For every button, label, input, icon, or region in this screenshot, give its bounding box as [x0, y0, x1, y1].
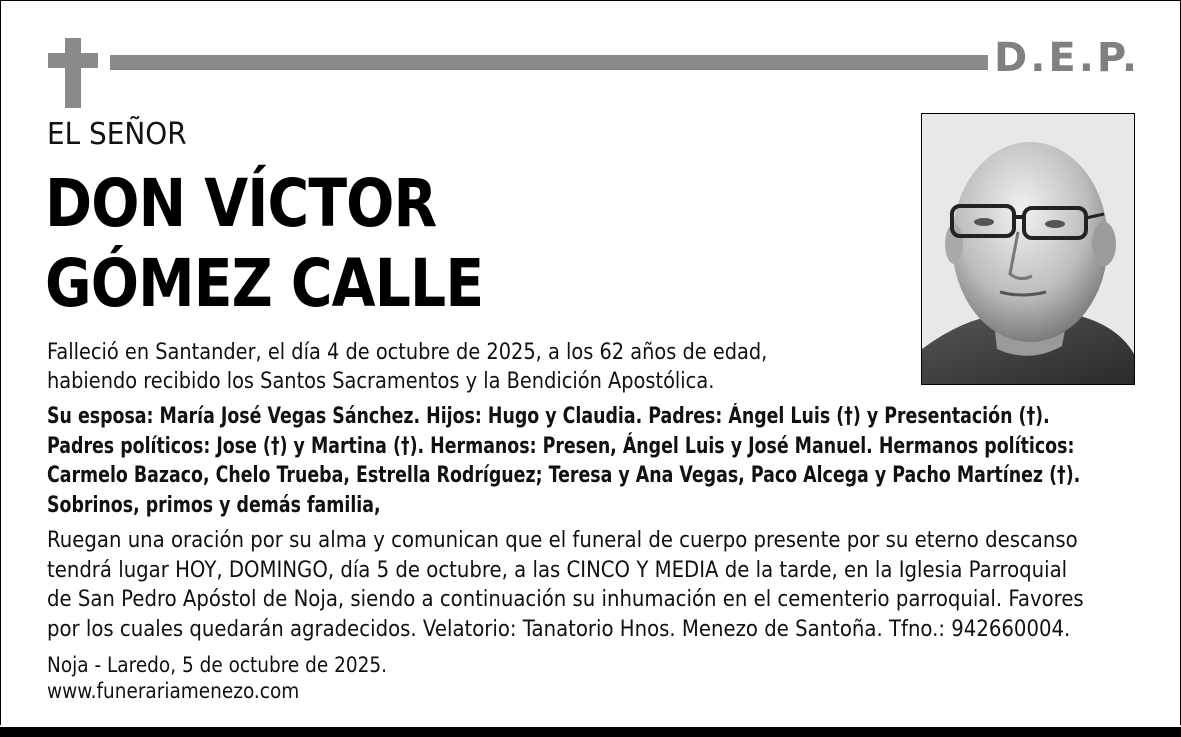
deceased-name-line-2: GÓMEZ CALLE: [45, 245, 484, 322]
funeral-details: [47, 526, 1084, 644]
family-line: Padres políticos: Jose (†) y Martina (†). Hermanos: Presen, Ángel Luis y José Manuel. Hermanos políticos:: [47, 433, 1075, 459]
deceased-name-line-1: DON VÍCTOR: [45, 165, 437, 242]
death-notice-line: Falleció en Santander, el día 4 de octubre de 2025, a los 62 años de edad,: [47, 340, 768, 365]
cross-icon: [48, 38, 98, 108]
family-line: Carmelo Bazaco, Chelo Trueba, Estrella Rodríguez; Teresa y Ana Vegas, Paco Alcega y Pacho Martínez (†).: [47, 463, 1081, 488]
portrait-photo: [921, 113, 1135, 385]
honorific: EL SEÑOR: [47, 117, 187, 152]
website-link[interactable]: www.funerariamenezo.com: [47, 679, 300, 703]
family-line: Su esposa: María José Vegas Sánchez. Hijos: Hugo y Claudia. Padres: Ángel Luis (†) y Presentación (†).: [47, 404, 1050, 429]
family-line: Sobrinos, primos y demás familia,: [47, 492, 381, 518]
dep-heading: D.E.P.: [994, 35, 1141, 81]
funeral-line: Ruegan una oración por su alma y comunican que el funeral de cuerpo presente por su eterno descanso: [47, 528, 1078, 553]
family-list: [47, 402, 1080, 520]
funeral-line: de San Pedro Apóstol de Noja, siendo a continuación su inhumación en el cementerio parroquial. Favores: [47, 587, 1084, 612]
bottom-rule: [0, 727, 1181, 737]
place-date: Noja - Laredo, 5 de octubre de 2025.: [47, 653, 388, 677]
funeral-line: por los cuales quedarán agradecidos. Velatorio: Tanatorio Hnos. Menezo de Santoña. Tfno.: 942660004.: [47, 616, 1071, 642]
death-notice-line: habiendo recibido los Santos Sacramentos y la Bendición Apostólica.: [47, 369, 715, 394]
header-rule: [110, 55, 988, 70]
funeral-line: tendrá lugar HOY, DOMINGO, día 5 de octubre, a las CINCO Y MEDIA de la tarde, en la Iglesia Parroquial: [47, 557, 1068, 583]
death-notice: [47, 338, 767, 396]
closing-block: [47, 652, 387, 704]
